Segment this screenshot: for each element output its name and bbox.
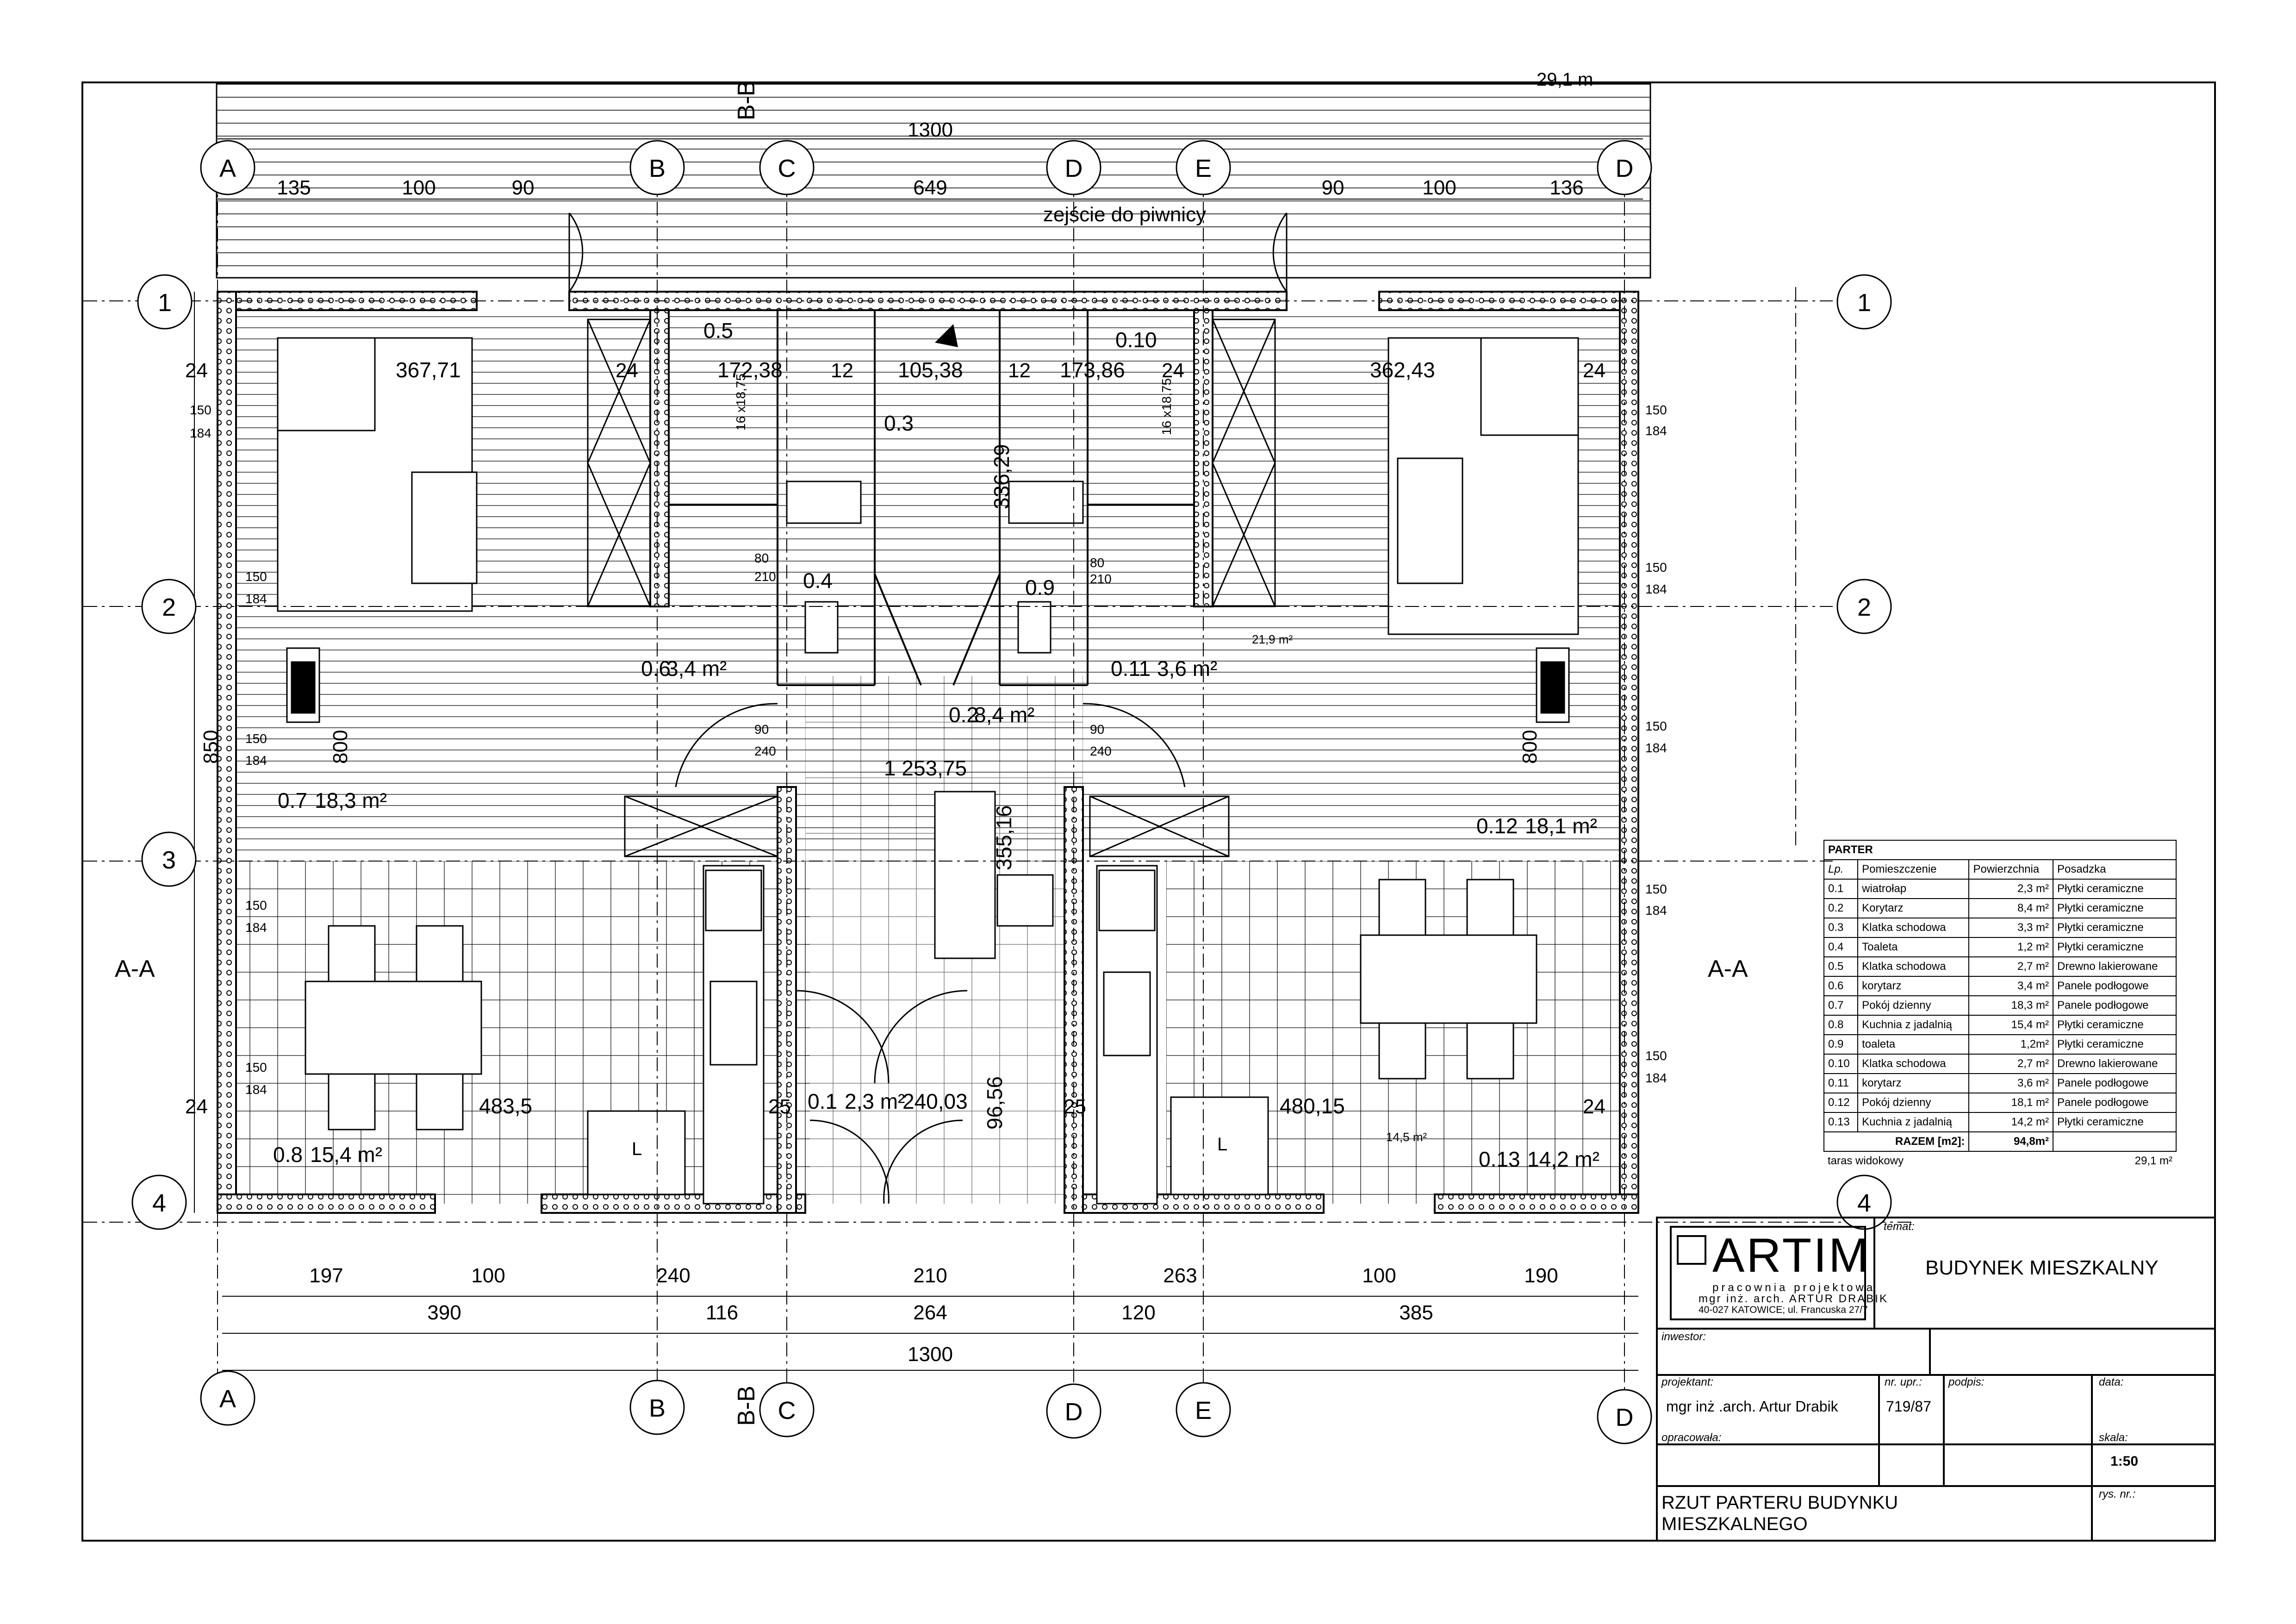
legend-cell-floor: Drewno lakierowane [2053, 957, 2176, 976]
legend-cell-area: 3,6 m² [1969, 1074, 2053, 1093]
room-013: 0.13 [1479, 1147, 1520, 1171]
axis-d2-bottom: D [1615, 1404, 1634, 1431]
legend-cell-lp: 0.7 [1824, 996, 1858, 1015]
wm-150-r1: 150 [1645, 403, 1667, 417]
legend-cell-lp: 0.11 [1824, 1074, 1858, 1093]
dim-120: 120 [1121, 1301, 1156, 1324]
legend-cell-room: Klatka schodowa [1858, 918, 1969, 937]
table-row [1824, 1015, 2176, 1035]
room-02: 0.2 [949, 703, 978, 727]
cellar-note: zejście do piwnicy [1043, 203, 1207, 226]
table-row [1824, 976, 2176, 996]
legend-cell-lp: 0.8 [1824, 1015, 1858, 1035]
legend-header-floor: Posadzka [2053, 860, 2176, 879]
inwestor-label: inwestor: [1661, 1330, 1706, 1343]
idim-172: 172,38 [717, 358, 783, 382]
axis-b-bottom: B [648, 1394, 666, 1422]
dim-116: 116 [705, 1301, 739, 1324]
legend-cell-area: 1,2 m² [1969, 937, 2053, 957]
projektant-label: projektant: [1661, 1376, 1714, 1388]
rys-label: rys. nr.: [2099, 1488, 2136, 1500]
wm-184-r5: 184 [1645, 1071, 1667, 1085]
dim-390: 390 [427, 1301, 461, 1324]
room-01-area: 2,3 m² [845, 1089, 905, 1113]
wm-210-r: 210 [1090, 572, 1112, 586]
wm-150-l4: 150 [245, 898, 267, 912]
wm-184-r3: 184 [1645, 741, 1667, 755]
room-07-area: 18,3 m² [315, 788, 387, 812]
room-011: 0.11 [1111, 656, 1151, 681]
axis-1-right: 1 [1857, 289, 1872, 317]
wm-210-l: 210 [754, 569, 776, 584]
wm-184-l5: 184 [245, 1082, 267, 1097]
legend-cell-room: Toaleta [1858, 937, 1969, 957]
table-row [1824, 996, 2176, 1015]
wm-150-l2: 150 [245, 569, 267, 584]
wd-24-r: 24 [1583, 359, 1605, 382]
room-07: 0.7 [278, 788, 307, 812]
wm-184-r1: 184 [1645, 424, 1667, 438]
wd-25-r: 25 [1064, 1095, 1086, 1118]
drawing-title-1: RZUT PARTERU BUDYNKU [1661, 1493, 1898, 1513]
dim-800-right: 800 [1518, 730, 1541, 764]
wm-150-l5: 150 [245, 1060, 267, 1074]
legend-cell-lp: 0.4 [1824, 937, 1858, 957]
wm-150-l1: 150 [190, 403, 212, 417]
legend-cell-area: 2,7 m² [1969, 1054, 2053, 1074]
wm-240-dr: 240 [1090, 744, 1112, 758]
wm-150-l3: 150 [245, 731, 267, 746]
legend-cell-room: toaleta [1858, 1035, 1969, 1054]
dim-190: 190 [1524, 1264, 1558, 1287]
table-row [1824, 879, 2176, 899]
section-aa-left: A-A [115, 956, 155, 982]
legend-cell-floor: Panele podłogowe [2053, 1074, 2176, 1093]
logo-text: ARTIM [1712, 1229, 1871, 1282]
axis-e-top: E [1195, 155, 1212, 182]
legend-cell-room: Pokój dzienny [1858, 1093, 1969, 1112]
table-row [1824, 899, 2176, 918]
logo-sub2: mgr inż. arch. ARTUR DRABIK [1699, 1293, 1888, 1305]
axis-1-left: 1 [157, 289, 172, 317]
dim-90-right: 90 [1321, 176, 1344, 199]
table-row [1824, 1112, 2176, 1132]
legend-cell-room: Pokój dzienny [1858, 996, 1969, 1015]
legend-cell-floor: Płytki ceramiczne [2053, 899, 2176, 918]
opracowal-label: opracowała: [1661, 1431, 1722, 1444]
legend-cell-lp: 0.2 [1824, 899, 1858, 918]
legend-cell-floor: Panele podłogowe [2053, 1093, 2176, 1112]
legend-cell-area: 2,3 m² [1969, 879, 2053, 899]
dim-800-left: 800 [329, 730, 352, 764]
dim-100-b2: 100 [1362, 1264, 1396, 1287]
room-06: 0.6 [641, 656, 671, 681]
legend-cell-floor: Drewno lakierowane [2053, 1054, 2176, 1074]
table-row [1824, 1074, 2176, 1093]
wd-24-br: 24 [1583, 1095, 1605, 1118]
room-09: 0.9 [1025, 575, 1055, 600]
legend-title: PARTER [1824, 840, 2176, 860]
section-bb-bottom: B-B [733, 1386, 760, 1426]
dim-100-b1: 100 [471, 1264, 505, 1287]
legend-total-value: 94,8m² [1969, 1132, 2053, 1151]
wm-240-dl: 240 [754, 744, 776, 758]
idim-336: 336,29 [989, 444, 1014, 509]
legend-cell-area: 1,2m² [1969, 1035, 2053, 1054]
wm-184-r2: 184 [1645, 582, 1667, 596]
wd-24-bl: 24 [185, 1095, 208, 1118]
wm-184-l1: 184 [190, 426, 212, 440]
idim-367: 367,71 [396, 358, 461, 382]
logo-address: 40-027 KATOWICE; ul. Francuska 27/7 [1699, 1305, 1868, 1315]
legend-cell-area: 14,2 m² [1969, 1112, 2053, 1132]
legend-cell-room: Klatka schodowa [1858, 1054, 1969, 1074]
room-012: 0.12 [1476, 814, 1518, 838]
room-02-area: 8,4 m² [974, 703, 1035, 727]
axis-e-bottom: E [1195, 1397, 1212, 1424]
room-04: 0.4 [803, 568, 833, 593]
idim-173: 173,86 [1060, 358, 1125, 382]
wm-80-l: 80 [754, 551, 769, 565]
wm-150-r5: 150 [1645, 1049, 1667, 1063]
legend-cell-floor: Panele podłogowe [2053, 996, 2176, 1015]
table-row [1824, 1093, 2176, 1112]
legend-cell-area: 3,4 m² [1969, 976, 2053, 996]
idim-362: 362,43 [1370, 358, 1435, 382]
axis-c-top: C [778, 155, 796, 182]
room-08-area: 15,4 m² [310, 1143, 382, 1167]
dim-385: 385 [1399, 1301, 1433, 1324]
note-219: 21,9 m² [1252, 632, 1293, 646]
room-011-area: 3,6 m² [1157, 656, 1218, 681]
legend-cell-floor: Płytki ceramiczne [2053, 1015, 2176, 1035]
drawing-title-2: MIESZKALNEGO [1661, 1514, 1808, 1534]
idim-480: 480,15 [1280, 1094, 1345, 1118]
legend-header-area: Powierzchnia [1969, 860, 2053, 879]
dim-264: 264 [913, 1301, 947, 1324]
podpis-label: podpis: [1948, 1376, 1985, 1388]
legend-cell-floor: Panele podłogowe [2053, 976, 2176, 996]
dim-197: 197 [309, 1264, 343, 1287]
legend-cell-lp: 0.1 [1824, 879, 1858, 899]
room-010: 0.10 [1115, 328, 1157, 352]
room-08: 0.8 [273, 1143, 303, 1167]
axis-3-left: 3 [162, 846, 176, 874]
legend-header-lp: Lp. [1824, 860, 1858, 879]
data-label: data: [2099, 1376, 2124, 1388]
axis-d-top: D [1064, 155, 1083, 182]
wm-80-r: 80 [1090, 556, 1105, 570]
legend-cell-lp: 0.9 [1824, 1035, 1858, 1054]
wd-25-l: 25 [768, 1095, 791, 1118]
dim-100-right: 100 [1422, 176, 1456, 199]
legend-cell-lp: 0.12 [1824, 1093, 1858, 1112]
dim-136: 136 [1549, 176, 1584, 199]
dim-100-left: 100 [402, 176, 436, 199]
legend-cell-room: Korytarz [1858, 899, 1969, 918]
legend-cell-area: 18,1 m² [1969, 1093, 2053, 1112]
table-row [1824, 1035, 2176, 1054]
legend-cell-floor: Płytki ceramiczne [2053, 879, 2176, 899]
axis-2-right: 2 [1857, 593, 1872, 621]
stairs-left: 16 x18,75 [734, 374, 748, 431]
idim-355: 355,16 [992, 805, 1016, 870]
fridge-right: L [1217, 1134, 1228, 1155]
legend-cell-room: korytarz [1858, 976, 1969, 996]
room-03: 0.3 [884, 411, 914, 435]
axis-4-left: 4 [152, 1189, 167, 1217]
legend-cell-area: 3,3 m² [1969, 918, 2053, 937]
legend-cell-lp: 0.10 [1824, 1054, 1858, 1074]
legend-cell-area: 2,7 m² [1969, 957, 2053, 976]
wm-184-l2: 184 [245, 592, 267, 606]
legend-cell-lp: 0.5 [1824, 957, 1858, 976]
room-012-area: 18,1 m² [1525, 814, 1597, 838]
legend-cell-room: Kuchnia z jadalnią [1858, 1015, 1969, 1035]
wm-184-l4: 184 [245, 920, 267, 935]
idim-240: 240,03 [902, 1089, 968, 1113]
dim-240: 240 [656, 1264, 691, 1287]
section-aa-right: A-A [1708, 956, 1748, 982]
section-bb-top: B-B [733, 80, 760, 120]
wm-90-dl: 90 [754, 722, 769, 737]
wm-150-r3: 150 [1645, 719, 1667, 733]
nr-label: nr. upr.: [1885, 1376, 1922, 1388]
legend-header-room: Pomieszczenie [1858, 860, 1969, 879]
room-013-area: 14,2 m² [1527, 1147, 1599, 1171]
legend-cell-floor: Płytki ceramiczne [2053, 937, 2176, 957]
axis-2-left: 2 [162, 593, 176, 621]
legend-cell-area: 18,3 m² [1969, 996, 2053, 1015]
wd-24-l: 24 [185, 359, 208, 382]
projektant-value: mgr inż .arch. Artur Drabik [1666, 1398, 1838, 1415]
table-row [1824, 957, 2176, 976]
wd-12-l: 12 [831, 359, 853, 382]
dim-649: 649 [913, 176, 947, 199]
wd-24-l2: 24 [616, 359, 638, 382]
legend-terrace-label: taras widokowy [1828, 1155, 1904, 1167]
idim-483: 483,5 [479, 1094, 533, 1118]
nr-value: 719/87 [1886, 1398, 1931, 1415]
dim-135: 135 [277, 176, 311, 199]
axis-b-top: B [648, 155, 666, 182]
legend-cell-floor: Płytki ceramiczne [2053, 1112, 2176, 1132]
table-row [1824, 918, 2176, 937]
idim-105: 105,38 [898, 358, 963, 382]
table-row [1824, 1054, 2176, 1074]
dim-overall-top: 1300 [908, 119, 953, 141]
room-schedule-table [1823, 840, 2177, 1170]
idim-1253: 1 253,75 [884, 756, 967, 780]
idim-96: 96,56 [983, 1076, 1007, 1130]
legend-cell-room: Kuchnia z jadalnią [1858, 1112, 1969, 1132]
wm-90-dr: 90 [1090, 722, 1105, 737]
wd-24-r2: 24 [1162, 359, 1184, 382]
legend-cell-area: 8,4 m² [1969, 899, 2053, 918]
legend-cell-lp: 0.13 [1824, 1112, 1858, 1132]
note-145: 14,5 m² [1386, 1130, 1427, 1144]
legend-cell-area: 15,4 m² [1969, 1015, 2053, 1035]
note-top-cut: 29,1 m [1537, 69, 1593, 90]
temat-label: temat: [1884, 1220, 1915, 1233]
dim-90-left: 90 [511, 176, 535, 199]
wd-12-r: 12 [1008, 359, 1031, 382]
dim-850: 850 [199, 730, 222, 764]
axis-d2-top: D [1615, 155, 1634, 182]
legend-cell-lp: 0.6 [1824, 976, 1858, 996]
bottom-dimension-text [309, 1264, 1558, 1366]
dim-263: 263 [1163, 1264, 1197, 1287]
dim-overall-bottom: 1300 [908, 1343, 953, 1366]
temat-value: BUDYNEK MIESZKALNY [1925, 1256, 2159, 1279]
stairs-right: 16 x18,75 [1159, 378, 1174, 435]
table-row [1824, 937, 2176, 957]
axis-a-top: A [219, 155, 236, 182]
legend-cell-room: wiatrołap [1858, 879, 1969, 899]
dim-210: 210 [913, 1264, 947, 1287]
room-05: 0.5 [703, 319, 733, 343]
wm-150-r2: 150 [1645, 560, 1667, 575]
wm-184-l3: 184 [245, 753, 267, 768]
wm-184-r4: 184 [1645, 903, 1667, 918]
skala-value: 1:50 [2110, 1454, 2139, 1469]
axis-d-bottom: D [1064, 1398, 1083, 1426]
title-block [1657, 1218, 2215, 1541]
legend-cell-lp: 0.3 [1824, 918, 1858, 937]
logo-sub1: pracownia projektowa [1712, 1281, 1876, 1294]
axis-a-bottom: A [219, 1385, 236, 1413]
legend-cell-floor: Płytki ceramiczne [2053, 1035, 2176, 1054]
skala-label: skala: [2099, 1431, 2128, 1444]
room-06-area: 3,4 m² [666, 656, 727, 681]
legend-cell-floor: Płytki ceramiczne [2053, 918, 2176, 937]
legend-cell-room: Klatka schodowa [1858, 957, 1969, 976]
legend-terrace-value: 29,1 m² [2134, 1155, 2172, 1167]
wm-150-r4: 150 [1645, 882, 1667, 896]
room-01: 0.1 [808, 1089, 837, 1113]
axis-4-right: 4 [1857, 1189, 1872, 1217]
axis-c-bottom: C [778, 1397, 796, 1424]
legend-cell-room: korytarz [1858, 1074, 1969, 1093]
fridge-left: L [632, 1139, 642, 1159]
legend-total-label: RAZEM [m2]: [1824, 1132, 1969, 1151]
